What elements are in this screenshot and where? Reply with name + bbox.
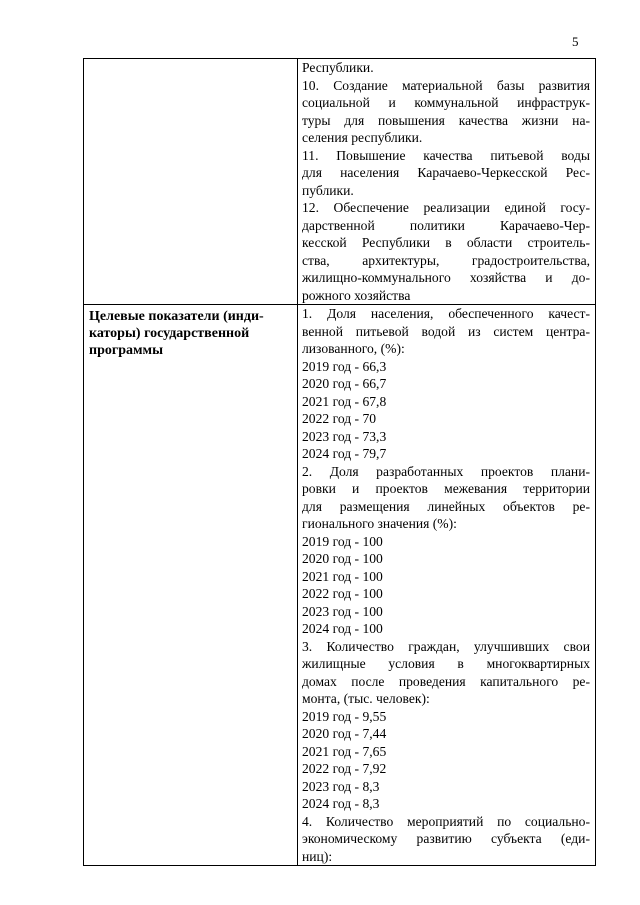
text-line: 2020 год - 66,7 <box>302 376 387 391</box>
text-line: 2019 год - 100 <box>302 533 383 549</box>
text-line: 2. Доля разработанных проектов плани- <box>302 463 590 479</box>
table-row <box>84 305 596 866</box>
text-line: 2024 год - 100 <box>302 621 383 636</box>
label-line: программы <box>89 343 163 358</box>
text-line: 12. Обеспечение реализации единой госу- <box>302 200 590 215</box>
text-line: социальной и коммунальной инфраструк- <box>302 95 590 110</box>
text-line: 2023 год - 73,3 <box>302 428 387 444</box>
text-line: 2019 год - 9,55 <box>302 708 387 724</box>
text-line: 4. Количество мероприятий по социально- <box>302 813 590 829</box>
text-line: венной питьевой водой из систем центра- <box>302 323 590 339</box>
table-row <box>84 59 596 305</box>
text-line: 2021 год - 100 <box>302 568 383 584</box>
row2-left-label <box>84 305 297 359</box>
text-line: экономическому развитию субъекта (еди- <box>302 831 590 846</box>
text-line: домах после проведения капитального ре- <box>302 673 590 689</box>
text-line: 10. Создание материальной базы развития <box>302 77 590 93</box>
text-line: кесской Республики в области строитель- <box>302 235 590 250</box>
text-line: жилищно-коммунального хозяйства и до- <box>302 270 590 285</box>
text-line: 2024 год - 79,7 <box>302 446 387 461</box>
text-line: 11. Повышение качества питьевой воды <box>302 147 590 163</box>
text-line: 2023 год - 8,3 <box>302 778 380 794</box>
text-line: 2020 год - 7,44 <box>302 726 387 741</box>
row1-text-block <box>298 59 595 304</box>
text-line: рожного хозяйства <box>302 287 411 303</box>
text-line: ниц): <box>302 848 333 864</box>
row2-right-cell <box>298 305 596 866</box>
row1-right-cell <box>298 59 596 305</box>
label-line: Целевые показатели (инди- <box>89 309 264 324</box>
text-line: 2022 год - 7,92 <box>302 761 387 776</box>
text-line: 2020 год - 100 <box>302 551 383 566</box>
text-line: селения республики. <box>302 130 423 145</box>
text-line: 2021 год - 67,8 <box>302 393 387 409</box>
text-line: 2022 год - 70 <box>302 411 377 426</box>
row1-left-label <box>84 59 297 62</box>
text-line: для населения Карачаево-Черкесской Рес- <box>302 165 590 180</box>
text-line: ства, архитектуры, градостроительства, <box>302 252 590 268</box>
row1-left-cell <box>84 59 298 305</box>
text-line: ровки и проектов межевания территории <box>302 481 590 496</box>
text-line: туры для повышения качества жизни на- <box>302 112 590 128</box>
text-line: 2022 год - 100 <box>302 586 383 601</box>
text-line: лизованного, (%): <box>302 341 405 356</box>
text-line: 3. Количество граждан, улучшивших свои <box>302 638 590 654</box>
text-line: жилищные условия в многоквартирных <box>302 656 590 671</box>
text-line: для размещения линейных объектов ре- <box>302 498 590 514</box>
text-line: гионального значения (%): <box>302 516 457 531</box>
text-line: монта, (тыс. человек): <box>302 691 430 706</box>
text-line: дарственной политики Карачаево-Чер- <box>302 217 590 233</box>
row2-text-block <box>298 305 595 865</box>
text-line: публики. <box>302 182 354 198</box>
label-line: каторы) государственной <box>89 326 250 341</box>
page-number: 5 <box>572 34 579 49</box>
text-line: 2024 год - 8,3 <box>302 796 380 811</box>
row2-left-cell <box>84 305 298 866</box>
text-line: 2021 год - 7,65 <box>302 743 387 759</box>
text-line: 1. Доля населения, обеспеченного качест- <box>302 306 590 321</box>
text-line: 2023 год - 100 <box>302 603 383 619</box>
text-line: 2019 год - 66,3 <box>302 358 387 374</box>
text-line: Республики. <box>302 60 374 75</box>
passport-table <box>83 58 596 866</box>
